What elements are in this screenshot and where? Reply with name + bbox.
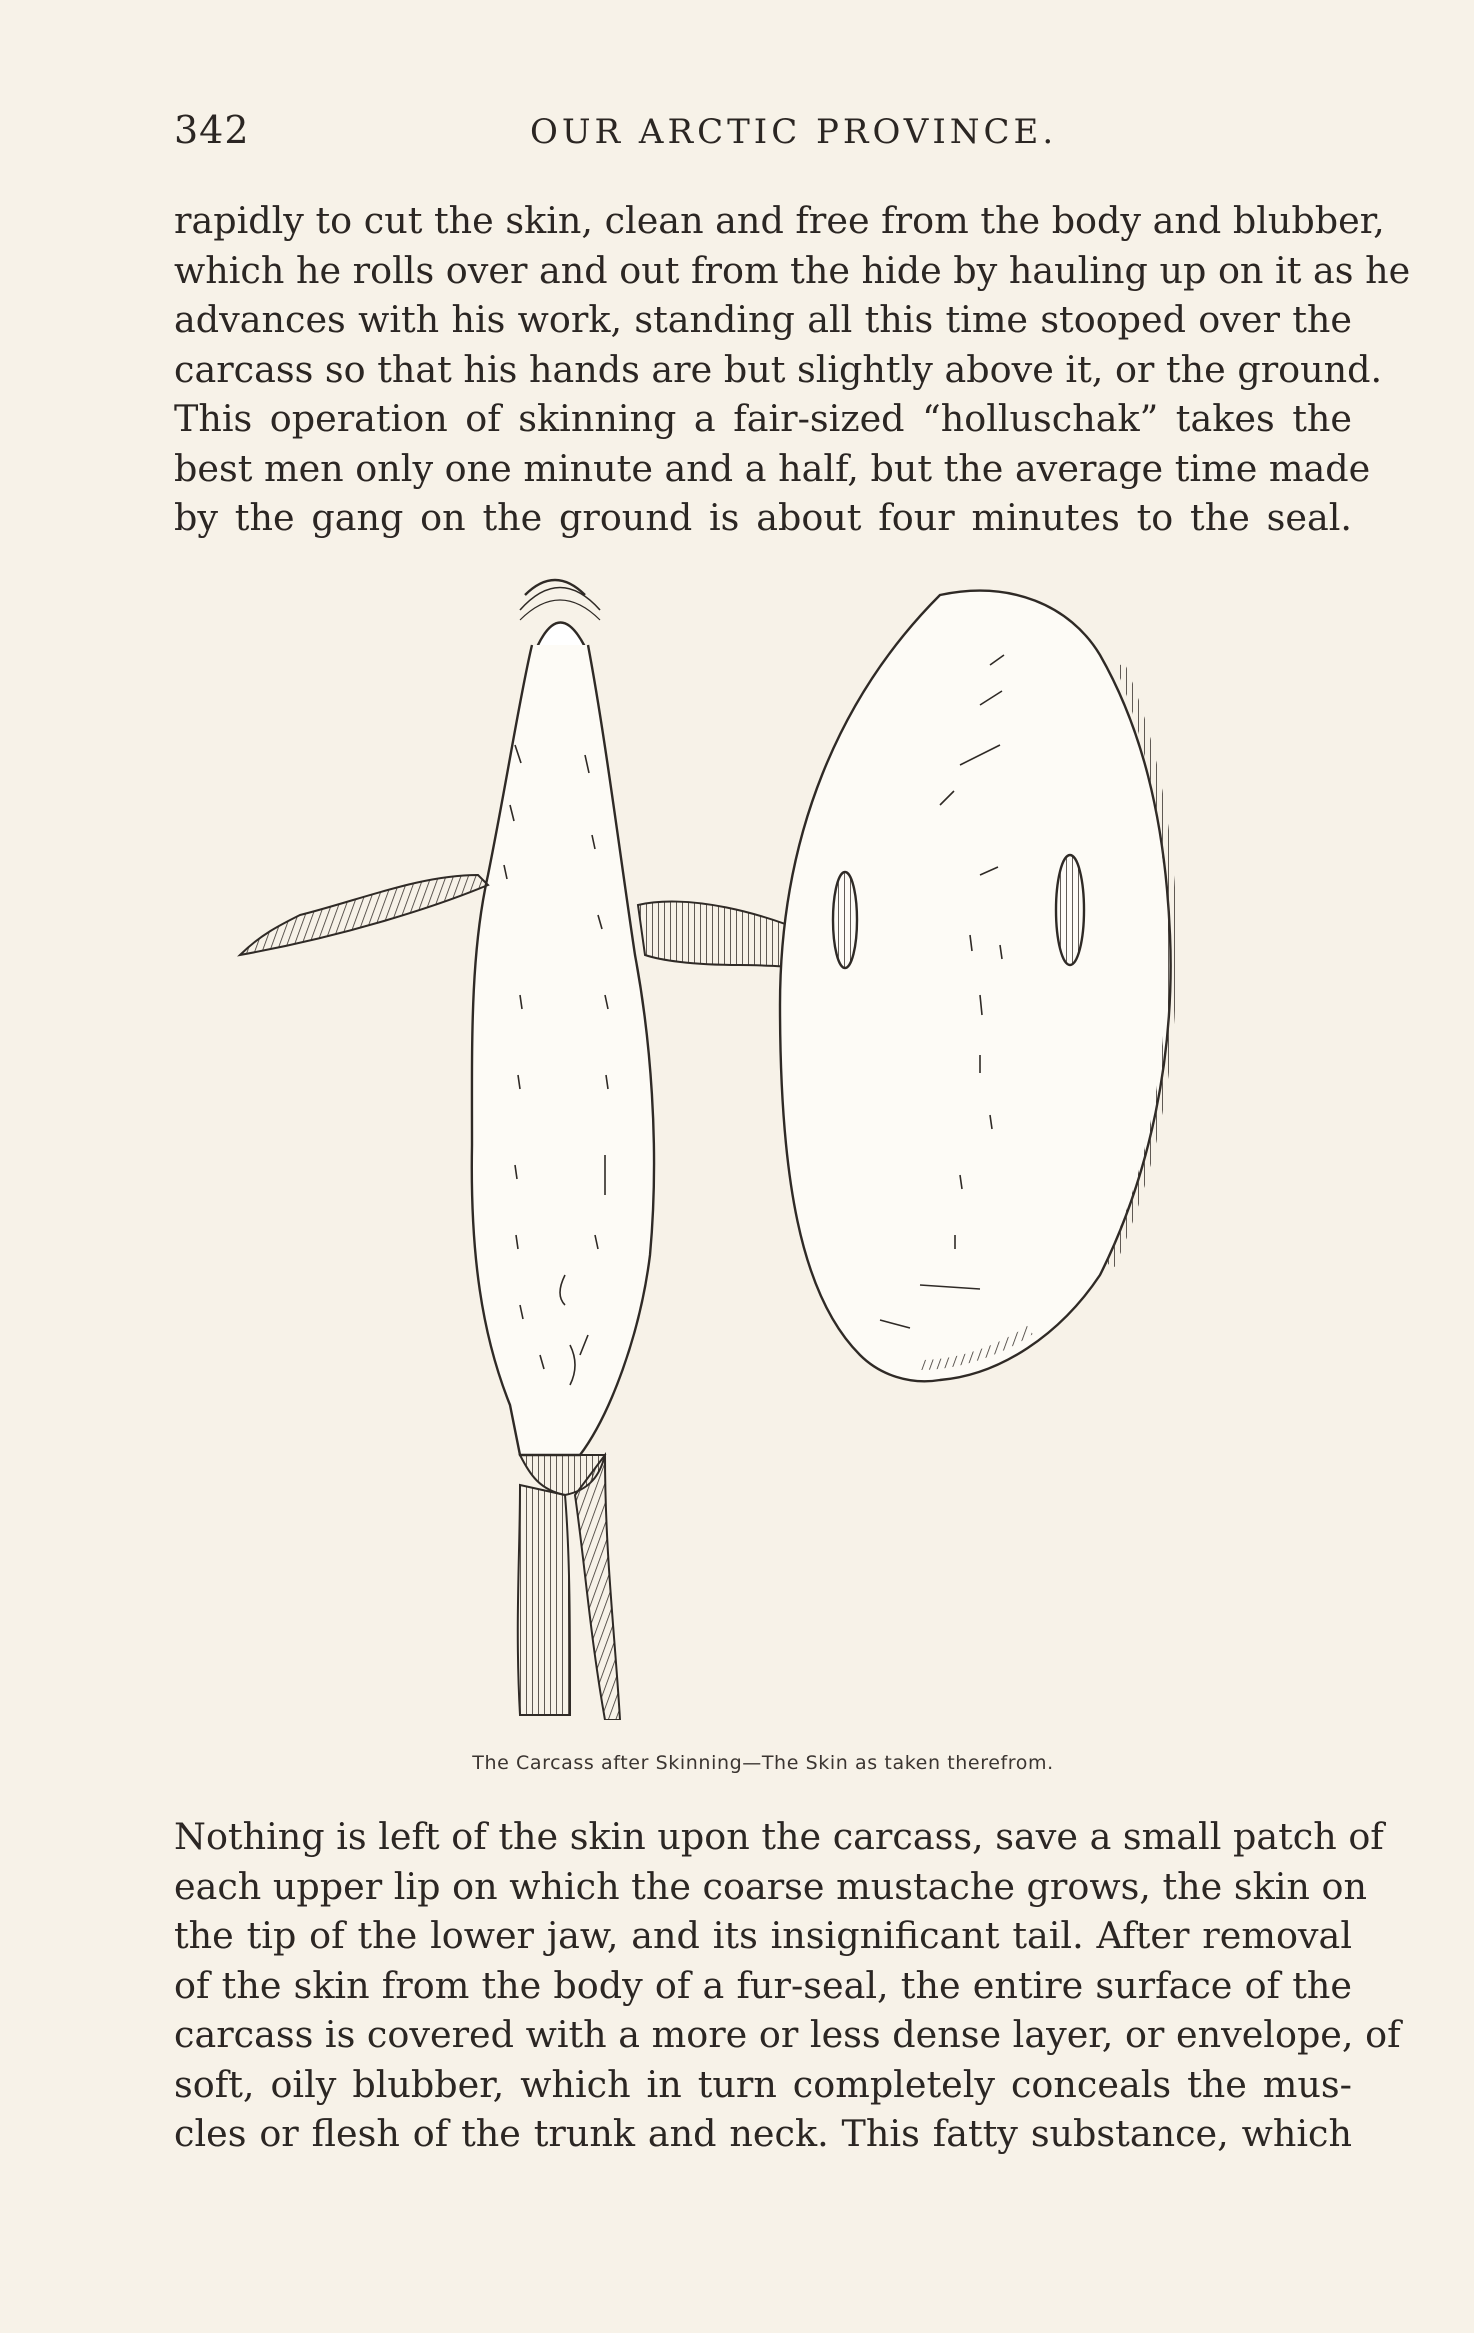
text-line: carcass is covered with a more or less dense layer, or envelope, of — [174, 2013, 1401, 2056]
text-line: rapidly to cut the skin, clean and free from the body and blubber, — [174, 199, 1385, 242]
seal-illustration — [220, 575, 1340, 1720]
running-title: OUR ARCTIC PROVINCE. — [530, 112, 1058, 152]
text-line: of the skin from the body of a fur-seal, the entire surface of the — [174, 1963, 1352, 2007]
top-paragraph — [174, 196, 1411, 543]
text-line: best men only one minute and a half, but the average time made — [174, 446, 1371, 490]
text-line: This operation of skinning a fair-sized “holluschak” takes the — [174, 397, 1352, 440]
page-number: 342 — [174, 108, 250, 152]
seal-carcass-drawing — [240, 580, 855, 1720]
running-head — [174, 108, 1352, 168]
seal-skin-drawing — [780, 591, 1172, 1382]
text-line: which he rolls over and out from the hide by hauling up on it as he — [174, 248, 1411, 292]
text-line: carcass so that his hands are but slightly above it, or the ground. — [174, 347, 1383, 391]
text-line: advances with his work, standing all this time stooped over the — [174, 298, 1352, 341]
text-line: cles or flesh of the trunk and neck. This fatty substance, which — [174, 2112, 1352, 2155]
text-line: Nothing is left of the skin upon the carcass, save a small patch of — [174, 1815, 1384, 1858]
text-line: soft, oily blubber, which in turn completely conceals the mus- — [174, 2062, 1352, 2106]
figure-caption: The Carcass after Skinning—The Skin as taken therefrom. — [472, 1752, 1054, 1774]
text-line: the tip of the lower jaw, and its insignificant tail. After removal — [174, 1914, 1352, 1957]
text-line: each upper lip on which the coarse mustache grows, the skin on — [174, 1864, 1368, 1908]
bottom-paragraph — [174, 1812, 1401, 2159]
text-line: by the gang on the ground is about four minutes to the seal. — [174, 496, 1352, 539]
